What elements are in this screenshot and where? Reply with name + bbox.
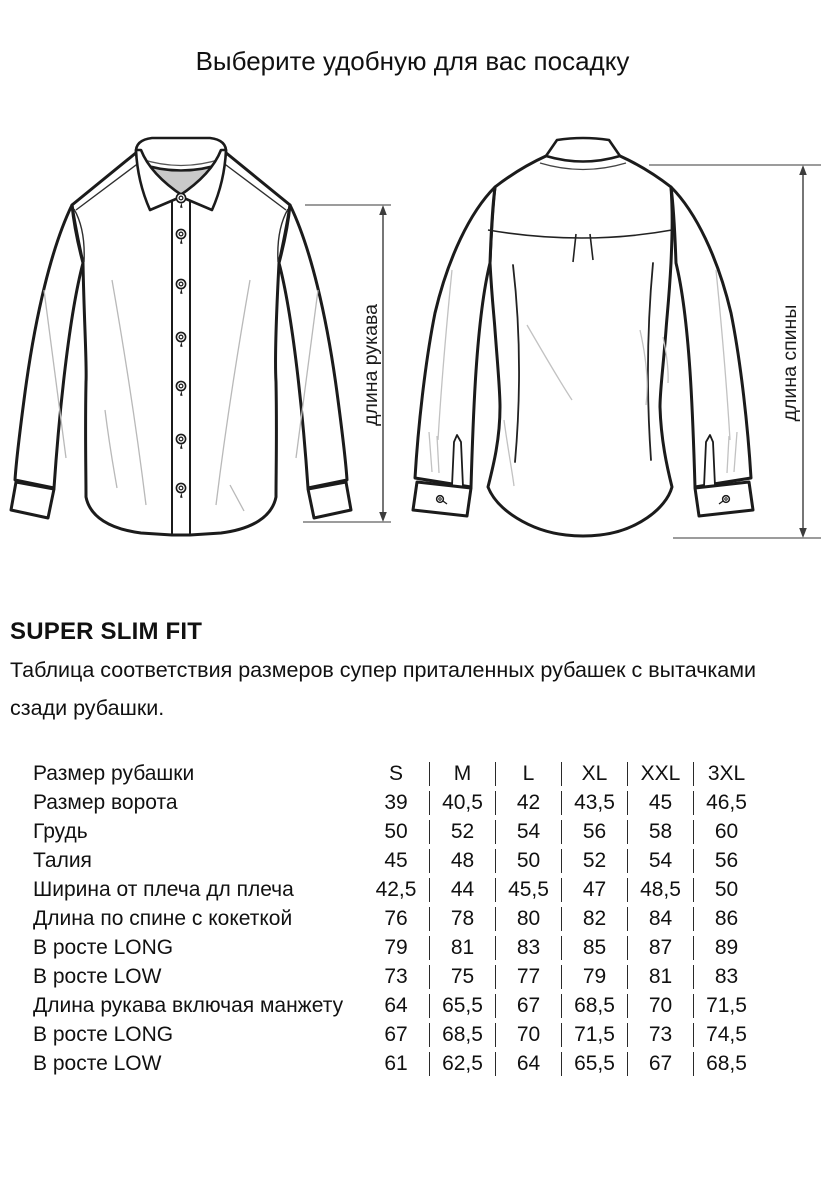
value-cell: XL [561, 762, 627, 786]
value-cell: 68,5 [429, 1023, 495, 1047]
value-cell: 50 [693, 878, 759, 902]
value-cell: 54 [627, 849, 693, 873]
value-cell: 83 [495, 936, 561, 960]
value-cell: 65,5 [561, 1052, 627, 1076]
row-label: В росте LONG [33, 1023, 174, 1046]
value-cell: 47 [561, 878, 627, 902]
value-cell: 44 [429, 878, 495, 902]
value-cell: 60 [693, 820, 759, 844]
value-cell: 65,5 [429, 994, 495, 1018]
value-cell: 70 [627, 994, 693, 1018]
row-label: Размер ворота [33, 791, 178, 814]
value-cell: 74,5 [693, 1023, 759, 1047]
value-cell: 80 [495, 907, 561, 931]
row-label: В росте LONG [33, 936, 174, 959]
value-cell: 56 [561, 820, 627, 844]
page-title: Выберите удобную для вас посадку [195, 46, 630, 76]
value-cell: 75 [429, 965, 495, 989]
value-cell: M [429, 762, 495, 786]
back-left-sleeve-placket [452, 435, 463, 487]
back-length-label: длина спины [779, 304, 801, 422]
value-cell: 67 [495, 994, 561, 1018]
sleeve-length-label: длина рукава [360, 304, 382, 426]
section-description: Таблица соответствия размеров супер приталенных рубашек с вытачками сзади рубашки. [10, 658, 757, 720]
section-heading: SUPER SLIM FIT [10, 618, 203, 645]
value-cell: 52 [429, 820, 495, 844]
value-cell: 77 [495, 965, 561, 989]
value-cell: 79 [561, 965, 627, 989]
value-cell: 50 [495, 849, 561, 873]
size-table [33, 757, 759, 1081]
value-cell: S [388, 762, 403, 785]
front-right-cuff [308, 482, 351, 518]
value-cell: 56 [693, 849, 759, 873]
front-left-sleeve [15, 205, 83, 488]
value-cell: 71,5 [561, 1023, 627, 1047]
row-label: Длина по спине с кокеткой [33, 907, 293, 930]
value-cell: 87 [627, 936, 693, 960]
value-cell: 64 [384, 994, 408, 1017]
row-label: Ширина от плеча дл плеча [33, 878, 294, 901]
front-left-cuff [11, 482, 54, 518]
size-table-row [33, 1052, 759, 1076]
value-cell: 68,5 [561, 994, 627, 1018]
back-body [488, 152, 672, 536]
value-cell: 86 [693, 907, 759, 931]
row-label: Грудь [33, 820, 88, 843]
back-collar-stand [546, 138, 620, 162]
value-cell: 81 [429, 936, 495, 960]
size-table-row [33, 820, 759, 844]
value-cell: 78 [429, 907, 495, 931]
value-cell: 83 [693, 965, 759, 989]
value-cell: 43,5 [561, 791, 627, 815]
row-label: Размер рубашки [33, 762, 195, 785]
value-cell: 45 [384, 849, 408, 872]
value-cell: 42 [495, 791, 561, 815]
row-label: В росте LOW [33, 1052, 162, 1075]
value-cell: 82 [561, 907, 627, 931]
size-table-container [33, 757, 759, 1081]
value-cell: 45 [627, 791, 693, 815]
value-cell: 3XL [693, 762, 759, 786]
value-cell: XXL [627, 762, 693, 786]
value-cell: 58 [627, 820, 693, 844]
value-cell: 64 [495, 1052, 561, 1076]
value-cell: 81 [627, 965, 693, 989]
row-label: Талия [33, 849, 92, 872]
size-table-header-row [33, 762, 759, 786]
value-cell: 68,5 [693, 1052, 759, 1076]
value-cell: 50 [384, 820, 408, 843]
value-cell: 54 [495, 820, 561, 844]
value-cell: 62,5 [429, 1052, 495, 1076]
front-right-sleeve [279, 205, 347, 488]
size-table-row [33, 936, 759, 960]
value-cell: 52 [561, 849, 627, 873]
back-right-sleeve-placket [704, 435, 715, 487]
size-table-row [33, 994, 759, 1018]
value-cell: 48,5 [627, 878, 693, 902]
value-cell: 84 [627, 907, 693, 931]
size-table-row [33, 965, 759, 989]
value-cell: 42,5 [375, 878, 417, 901]
size-table-row [33, 1023, 759, 1047]
value-cell: 79 [384, 936, 408, 959]
size-table-row [33, 907, 759, 931]
value-cell: 85 [561, 936, 627, 960]
shirt-front-drawing [0, 120, 420, 590]
size-table-row [33, 791, 759, 815]
row-label: В росте LOW [33, 965, 162, 988]
value-cell: 40,5 [429, 791, 495, 815]
size-table-row [33, 878, 759, 902]
size-table-body [33, 762, 759, 1076]
value-cell: 45,5 [495, 878, 561, 902]
row-label: Длина рукава включая манжету [33, 994, 344, 1017]
value-cell: 46,5 [693, 791, 759, 815]
value-cell: 48 [429, 849, 495, 873]
value-cell: 39 [384, 791, 408, 814]
value-cell: 67 [627, 1052, 693, 1076]
value-cell: 89 [693, 936, 759, 960]
value-cell: 71,5 [693, 994, 759, 1018]
value-cell: 73 [627, 1023, 693, 1047]
shirt-back-drawing [400, 120, 825, 590]
value-cell: L [495, 762, 561, 786]
value-cell: 76 [384, 907, 408, 930]
value-cell: 73 [384, 965, 408, 988]
value-cell: 70 [495, 1023, 561, 1047]
value-cell: 61 [384, 1052, 408, 1075]
size-table-row [33, 849, 759, 873]
value-cell: 67 [384, 1023, 408, 1046]
